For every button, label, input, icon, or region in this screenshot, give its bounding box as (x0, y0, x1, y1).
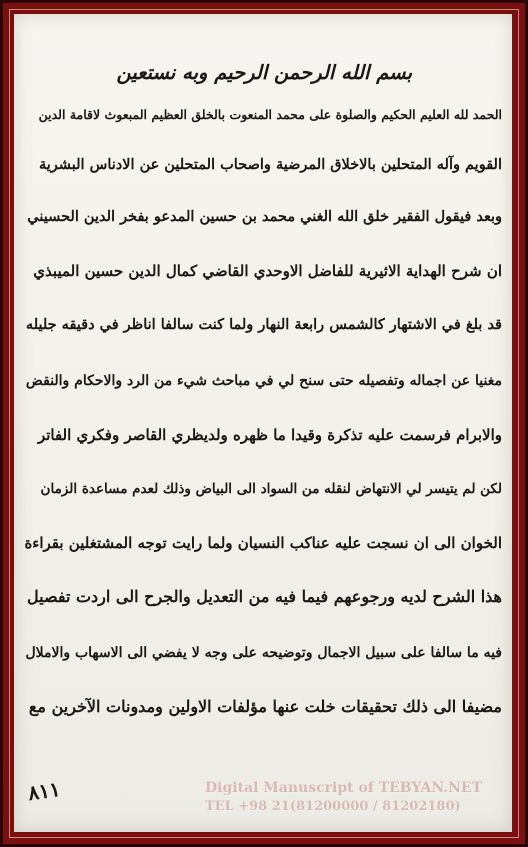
manuscript-page (14, 14, 512, 832)
manuscript-line-6: مغنيا عن اجماله وتفصيله حتى سنح لي في مباحث شيء من الرد والاحكام والنقض (25, 373, 502, 389)
manuscript-line-5: قد بلغ في الاشتهار كالشمس رابعة النهار ولما كنت سالفا اناظر في دقيقه جليله (25, 316, 502, 333)
manuscript-line-3: وبعد فيقول الفقير خلق الله الغني محمد بن حسين المدعو بفخر الدين الحسيني (27, 208, 502, 225)
manuscript-line-8: لكن لم يتيسر لي الانتهاض لنقله من السواد الى البياض وذلك لعدم مساعدة الزمان (40, 481, 502, 497)
credit-phone: TEL +98 21(81200000 / 81202180) (205, 799, 461, 814)
folio-number: ٨١١ (26, 776, 62, 806)
manuscript-line-1: الحمد لله العليم الحكيم والصلوة على محمد المنعوت بالخلق العظيم المبعوث لاقامة الدين (38, 107, 502, 122)
basmala-line: بسم الله الرحمن الرحيم وبه نستعين (116, 61, 412, 84)
manuscript-line-10: هذا الشرح لديه ورجوعهم فيما فيه من التعديل والجرح الى اردت تفصيل (27, 587, 502, 606)
manuscript-line-7: والابرام فرسمت عليه تذكرة وقيدا ما ظهره ولديظري القاصر وفكري الفاتر (37, 426, 502, 444)
manuscript-line-9: الخوان الى ان نسجت عليه عناكب النسيان ولما رايت توجه المشتغلين بقراءة (24, 534, 502, 552)
manuscript-line-12: مضيفا الى ذلك تحقيقات خلت عنها مؤلفات الاولين ومدونات الآخرين مع (28, 697, 502, 716)
manuscript-line-11: فيه ما سالفا على سبيل الاجمال وتوضيحه على وجه لا يفضي الى الاسهاب والاملال (25, 645, 502, 661)
manuscript-line-2: القويم وآله المتحلين بالاخلاق المرضية واصحاب المتحلين عن الادناس البشرية (39, 156, 502, 173)
credit-title: Digital Manuscript of TEBYAN.NET (205, 780, 482, 796)
manuscript-line-4: ان شرح الهداية الاثيرية للفاضل الاوحدي القاضي كمال الدين حسين الميبذي (33, 262, 502, 280)
